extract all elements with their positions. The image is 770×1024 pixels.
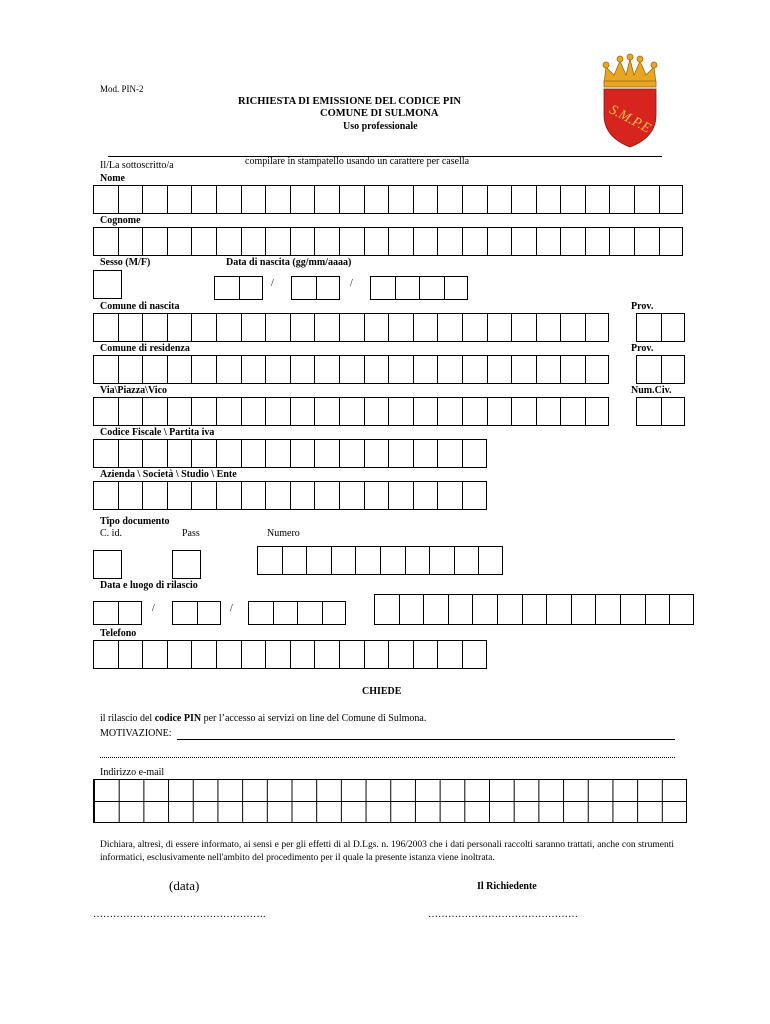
char-box[interactable]	[314, 227, 339, 256]
char-box[interactable]	[93, 313, 118, 342]
char-box[interactable]	[609, 227, 634, 256]
char-box[interactable]	[265, 185, 290, 214]
char-box[interactable]	[118, 397, 143, 426]
char-box[interactable]	[511, 313, 536, 342]
date-separator: /	[230, 603, 233, 614]
char-box[interactable]	[661, 313, 686, 342]
char-box[interactable]	[314, 355, 339, 384]
nascita-anno-field[interactable]	[370, 276, 468, 300]
char-box[interactable]	[248, 601, 273, 625]
char-box[interactable]	[93, 185, 118, 214]
char-box[interactable]	[497, 594, 522, 625]
char-box[interactable]	[478, 546, 503, 575]
cognome-field[interactable]	[93, 227, 683, 256]
svg-text:S.M.P.E: S.M.P.E	[606, 102, 653, 137]
char-box[interactable]	[241, 481, 266, 510]
char-box[interactable]	[339, 227, 364, 256]
char-box[interactable]	[437, 397, 462, 426]
char-box[interactable]	[669, 594, 694, 625]
char-box[interactable]	[93, 355, 118, 384]
char-box[interactable]	[118, 355, 143, 384]
char-box[interactable]	[191, 397, 216, 426]
char-box[interactable]	[142, 185, 167, 214]
char-box[interactable]	[560, 397, 585, 426]
tipo-documento-label: Tipo documento	[100, 516, 170, 527]
char-box[interactable]	[93, 270, 122, 299]
char-box[interactable]	[364, 397, 389, 426]
char-box[interactable]	[413, 481, 438, 510]
char-box[interactable]	[585, 227, 610, 256]
char-box[interactable]	[364, 481, 389, 510]
char-box[interactable]	[142, 313, 167, 342]
char-box[interactable]	[636, 397, 661, 426]
char-box[interactable]	[314, 185, 339, 214]
char-box[interactable]	[167, 439, 192, 468]
char-box[interactable]	[546, 594, 571, 625]
char-box[interactable]	[216, 227, 241, 256]
char-box[interactable]	[339, 481, 364, 510]
char-box[interactable]	[423, 594, 448, 625]
char-box[interactable]	[560, 313, 585, 342]
char-box[interactable]	[191, 227, 216, 256]
char-box[interactable]	[437, 185, 462, 214]
date-separator: /	[271, 278, 274, 289]
motivazione-line-2[interactable]	[100, 757, 675, 758]
char-box[interactable]	[413, 185, 438, 214]
char-box[interactable]	[437, 355, 462, 384]
prov-residenza-field[interactable]	[636, 355, 685, 384]
char-box[interactable]	[659, 185, 684, 214]
char-box[interactable]	[93, 397, 118, 426]
char-box[interactable]	[118, 640, 143, 669]
char-box[interactable]	[216, 185, 241, 214]
numciv-label: Num.Civ.	[631, 385, 672, 396]
sulmona-coat-of-arms-icon	[600, 53, 660, 149]
cf-field[interactable]	[93, 439, 487, 468]
char-box[interactable]	[290, 439, 315, 468]
char-box[interactable]	[191, 439, 216, 468]
char-box[interactable]	[314, 481, 339, 510]
char-box[interactable]	[487, 313, 512, 342]
char-box[interactable]	[314, 397, 339, 426]
char-box[interactable]	[290, 481, 315, 510]
char-box[interactable]	[405, 546, 430, 575]
char-box[interactable]	[355, 546, 380, 575]
char-box[interactable]	[167, 227, 192, 256]
char-box[interactable]	[172, 550, 201, 579]
compilare-instruction: compilare in stampatello usando un carattere per casella	[245, 156, 470, 167]
char-box[interactable]	[536, 313, 561, 342]
char-box[interactable]	[560, 227, 585, 256]
via-field[interactable]	[93, 397, 609, 426]
comune-nascita-label: Comune di nascita	[100, 301, 180, 312]
char-box[interactable]	[290, 640, 315, 669]
char-box[interactable]	[265, 313, 290, 342]
char-box[interactable]	[413, 313, 438, 342]
char-box[interactable]	[364, 227, 389, 256]
char-box[interactable]	[472, 594, 497, 625]
char-box[interactable]	[388, 439, 413, 468]
chiede-heading: CHIEDE	[362, 686, 402, 697]
form-title: RICHIESTA DI EMISSIONE DEL CODICE PIN	[238, 96, 461, 107]
char-box[interactable]	[388, 397, 413, 426]
char-box[interactable]	[419, 276, 444, 300]
char-box[interactable]	[291, 276, 316, 300]
char-box[interactable]	[93, 550, 122, 579]
char-box[interactable]	[364, 185, 389, 214]
char-box[interactable]	[636, 355, 661, 384]
motivazione-label: MOTIVAZIONE:	[100, 728, 172, 739]
telefono-label: Telefono	[100, 628, 137, 639]
char-box[interactable]	[560, 185, 585, 214]
char-box[interactable]	[167, 355, 192, 384]
char-box[interactable]	[167, 397, 192, 426]
char-box[interactable]	[93, 481, 118, 510]
char-box[interactable]	[142, 640, 167, 669]
rilascio-giorno-field[interactable]	[93, 601, 142, 625]
cognome-label: Cognome	[100, 215, 141, 226]
char-box[interactable]	[265, 481, 290, 510]
char-box[interactable]	[413, 355, 438, 384]
char-box[interactable]	[339, 355, 364, 384]
privacy-declaration: Dichiara, altresì, di essere informato, ai sensi e per gli effetti di al D.Lgs. n. 196/2003 che i dati personali raccolti saranno trattati, anche con strumenti informatici, esclusivamente nell'ambito del procedimento per il quale la presente istanza viene inoltrata.	[100, 840, 674, 863]
char-box[interactable]	[167, 313, 192, 342]
char-box[interactable]	[167, 481, 192, 510]
char-box[interactable]	[511, 185, 536, 214]
char-box[interactable]	[142, 481, 167, 510]
char-box[interactable]	[142, 439, 167, 468]
char-box[interactable]	[241, 397, 266, 426]
azienda-field[interactable]	[93, 481, 487, 510]
numero-documento-field[interactable]	[257, 546, 503, 575]
char-box[interactable]	[636, 313, 661, 342]
char-box[interactable]	[511, 227, 536, 256]
char-box[interactable]	[462, 481, 487, 510]
char-box[interactable]	[585, 313, 610, 342]
char-box[interactable]	[388, 185, 413, 214]
char-box[interactable]	[522, 594, 547, 625]
char-box[interactable]	[413, 640, 438, 669]
pass-label: Pass	[182, 528, 200, 539]
comune-nascita-field[interactable]	[93, 313, 609, 342]
data-luogo-label: Data e luogo di rilascio	[100, 580, 198, 591]
char-box[interactable]	[595, 594, 620, 625]
char-box[interactable]	[645, 594, 670, 625]
char-box[interactable]	[454, 546, 479, 575]
char-box[interactable]	[314, 313, 339, 342]
sottoscritto-label: Il/La sottoscritto/a	[100, 160, 174, 171]
char-box[interactable]	[93, 227, 118, 256]
char-box[interactable]	[118, 481, 143, 510]
char-box[interactable]	[462, 355, 487, 384]
char-box[interactable]	[282, 546, 307, 575]
char-box[interactable]	[172, 601, 197, 625]
char-box[interactable]	[93, 439, 118, 468]
char-box[interactable]	[191, 185, 216, 214]
char-box[interactable]	[364, 355, 389, 384]
module-code: Mod. PIN-2	[100, 84, 144, 94]
char-box[interactable]	[370, 276, 395, 300]
char-box[interactable]	[290, 227, 315, 256]
luogo-rilascio-field[interactable]	[374, 594, 694, 625]
char-box[interactable]	[118, 313, 143, 342]
data-nascita-label: Data di nascita (gg/mm/aaaa)	[226, 257, 352, 268]
comune-residenza-label: Comune di residenza	[100, 343, 190, 354]
numciv-field[interactable]	[636, 397, 685, 426]
char-box[interactable]	[437, 313, 462, 342]
char-box[interactable]	[388, 355, 413, 384]
nascita-mese-field[interactable]	[291, 276, 340, 300]
char-box[interactable]	[661, 355, 686, 384]
char-box[interactable]	[197, 601, 222, 625]
char-box[interactable]	[462, 227, 487, 256]
prov-nascita-label: Prov.	[631, 301, 654, 312]
richiedente-label: Il Richiedente	[477, 881, 537, 892]
nascita-giorno-field[interactable]	[214, 276, 263, 300]
char-box[interactable]	[273, 601, 298, 625]
nome-label: Nome	[100, 173, 125, 184]
char-box[interactable]	[585, 397, 610, 426]
char-box[interactable]	[118, 227, 143, 256]
char-box[interactable]	[388, 313, 413, 342]
email-field[interactable]	[93, 779, 687, 823]
char-box[interactable]	[142, 355, 167, 384]
char-box[interactable]	[191, 481, 216, 510]
char-box[interactable]	[374, 594, 399, 625]
char-box[interactable]	[536, 355, 561, 384]
char-box[interactable]	[437, 481, 462, 510]
char-box[interactable]	[462, 439, 487, 468]
char-box[interactable]	[388, 481, 413, 510]
char-box[interactable]	[241, 313, 266, 342]
numero-label: Numero	[267, 528, 300, 539]
nome-field[interactable]	[93, 185, 683, 214]
char-box[interactable]	[216, 640, 241, 669]
chiede-text: il rilascio del codice PIN per l’accesso ai servizi on line del Comune di Sulmona.	[100, 713, 427, 724]
char-box[interactable]	[339, 397, 364, 426]
char-box[interactable]	[571, 594, 596, 625]
uso-label: Uso professionale	[343, 121, 418, 132]
char-box[interactable]	[216, 397, 241, 426]
char-box[interactable]	[118, 439, 143, 468]
char-box[interactable]	[316, 276, 341, 300]
char-box[interactable]	[93, 601, 118, 625]
char-box[interactable]	[395, 276, 420, 300]
char-box[interactable]	[661, 397, 686, 426]
char-box[interactable]	[265, 227, 290, 256]
date-separator: /	[350, 278, 353, 289]
char-box[interactable]	[585, 355, 610, 384]
pass-checkbox[interactable]	[172, 550, 201, 579]
char-box[interactable]	[331, 546, 356, 575]
char-box[interactable]	[241, 640, 266, 669]
char-box[interactable]	[241, 355, 266, 384]
via-label: Via\Piazza\Vico	[100, 385, 168, 396]
char-box[interactable]	[241, 227, 266, 256]
char-box[interactable]	[239, 276, 264, 300]
char-box[interactable]	[339, 439, 364, 468]
rilascio-anno-field[interactable]	[248, 601, 346, 625]
char-box[interactable]	[437, 227, 462, 256]
char-box[interactable]	[290, 185, 315, 214]
char-box[interactable]	[290, 397, 315, 426]
char-box[interactable]	[118, 185, 143, 214]
sesso-field[interactable]	[93, 270, 122, 299]
char-box[interactable]	[462, 640, 487, 669]
char-box[interactable]	[216, 313, 241, 342]
char-box[interactable]	[364, 313, 389, 342]
char-box[interactable]	[167, 640, 192, 669]
char-box[interactable]	[388, 640, 413, 669]
char-box[interactable]	[429, 546, 454, 575]
char-box[interactable]	[536, 185, 561, 214]
char-box[interactable]	[265, 355, 290, 384]
motivazione-line[interactable]	[177, 739, 675, 740]
char-box[interactable]	[413, 439, 438, 468]
char-box[interactable]	[413, 227, 438, 256]
char-box[interactable]	[462, 185, 487, 214]
char-box[interactable]	[265, 640, 290, 669]
char-box[interactable]	[118, 601, 143, 625]
char-box[interactable]	[609, 185, 634, 214]
char-box[interactable]	[257, 546, 282, 575]
comune-residenza-field[interactable]	[93, 355, 609, 384]
char-box[interactable]	[399, 594, 424, 625]
char-box[interactable]	[388, 227, 413, 256]
char-box[interactable]	[214, 276, 239, 300]
char-box[interactable]	[290, 313, 315, 342]
char-box[interactable]	[191, 313, 216, 342]
comune-title: COMUNE DI SULMONA	[320, 108, 439, 119]
char-box[interactable]	[448, 594, 473, 625]
char-box[interactable]	[339, 640, 364, 669]
data-signature-line[interactable]: …………………………………………….	[93, 909, 266, 920]
char-box[interactable]	[620, 594, 645, 625]
char-box[interactable]	[437, 439, 462, 468]
char-box[interactable]	[511, 355, 536, 384]
char-box[interactable]	[364, 640, 389, 669]
char-box[interactable]	[216, 439, 241, 468]
char-box[interactable]	[191, 640, 216, 669]
char-box[interactable]	[142, 397, 167, 426]
prov-residenza-label: Prov.	[631, 343, 654, 354]
char-box[interactable]	[93, 640, 118, 669]
cf-label: Codice Fiscale \ Partita iva	[100, 427, 215, 438]
richiedente-signature-line[interactable]: ………………………………………	[428, 909, 578, 920]
char-box[interactable]	[444, 276, 469, 300]
char-box[interactable]	[511, 397, 536, 426]
email-label: Indirizzo e-mail	[100, 767, 165, 778]
char-box[interactable]	[462, 313, 487, 342]
cid-checkbox[interactable]	[93, 550, 122, 579]
char-box[interactable]	[634, 227, 659, 256]
sesso-label: Sesso (M/F)	[100, 257, 151, 268]
char-box[interactable]	[437, 640, 462, 669]
char-box[interactable]	[306, 546, 331, 575]
char-box[interactable]	[487, 185, 512, 214]
char-box[interactable]	[241, 439, 266, 468]
char-box[interactable]	[241, 185, 266, 214]
char-box[interactable]	[634, 185, 659, 214]
char-box[interactable]	[314, 439, 339, 468]
char-box[interactable]	[659, 227, 684, 256]
char-box[interactable]	[142, 227, 167, 256]
char-box[interactable]	[487, 397, 512, 426]
azienda-label: Azienda \ Società \ Studio \ Ente	[100, 469, 237, 480]
char-box[interactable]	[191, 355, 216, 384]
char-box[interactable]	[487, 355, 512, 384]
data-label: (data)	[169, 878, 200, 893]
char-box[interactable]	[290, 355, 315, 384]
rilascio-mese-field[interactable]	[172, 601, 221, 625]
char-box[interactable]	[536, 227, 561, 256]
char-box[interactable]	[536, 397, 561, 426]
prov-nascita-field[interactable]	[636, 313, 685, 342]
char-box[interactable]	[339, 313, 364, 342]
char-box[interactable]	[462, 397, 487, 426]
char-box[interactable]	[413, 397, 438, 426]
char-box[interactable]	[167, 185, 192, 214]
char-box[interactable]	[265, 397, 290, 426]
char-box[interactable]	[364, 439, 389, 468]
char-box[interactable]	[297, 601, 322, 625]
char-box[interactable]	[487, 227, 512, 256]
char-box[interactable]	[265, 439, 290, 468]
char-box[interactable]	[560, 355, 585, 384]
date-separator: /	[152, 603, 155, 614]
char-box[interactable]	[339, 185, 364, 214]
char-box[interactable]	[216, 481, 241, 510]
telefono-field[interactable]	[93, 640, 487, 669]
char-box[interactable]	[216, 355, 241, 384]
char-box[interactable]	[322, 601, 347, 625]
char-box[interactable]	[314, 640, 339, 669]
char-box[interactable]	[585, 185, 610, 214]
char-box[interactable]	[380, 546, 405, 575]
cid-label: C. id.	[100, 528, 122, 539]
